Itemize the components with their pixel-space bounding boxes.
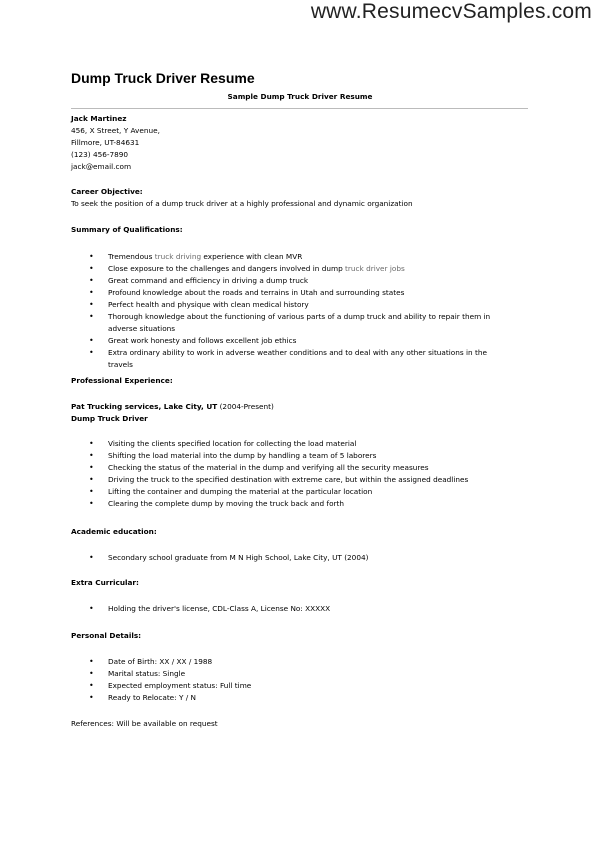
list-item: • Marital status: Single bbox=[71, 668, 513, 680]
contact-email: jack@email.com bbox=[71, 162, 132, 171]
qualifications-list bbox=[71, 251, 513, 371]
qualification-text: Tremendous bbox=[108, 252, 155, 261]
resume-subtitle: Sample Dump Truck Driver Resume bbox=[227, 92, 373, 101]
job-role: Dump Truck Driver bbox=[71, 414, 148, 423]
contact-name: Jack Martinez bbox=[71, 114, 127, 123]
list-item: • Great work honesty and follows excellent job ethics bbox=[71, 335, 513, 347]
personal-details-heading bbox=[71, 630, 141, 642]
truck-driver-jobs-link[interactable]: truck driver jobs bbox=[345, 264, 405, 273]
references: References: Will be available on request bbox=[71, 719, 218, 728]
personal-details-heading-text: Personal Details: bbox=[71, 631, 142, 640]
personal-details-section bbox=[71, 656, 513, 704]
experience-heading bbox=[71, 375, 173, 387]
career-objective-text: To seek the position of a dump truck driver at a highly professional and dynamic organization bbox=[71, 199, 413, 208]
experience-duties bbox=[71, 438, 513, 510]
contact-city: Fillmore, UT-84631 bbox=[71, 138, 140, 147]
list-item: • Visiting the clients specified location for collecting the load material bbox=[71, 438, 513, 450]
list-item: • Thorough knowledge about the functioning of various parts of a dump truck and ability to repair them in adverse situations bbox=[71, 311, 513, 335]
list-item: • Expected employment status: Full time bbox=[71, 680, 513, 692]
qualifications-section bbox=[71, 251, 513, 371]
education-heading-text: Academic education: bbox=[71, 527, 157, 536]
list-item: • Checking the status of the material in the dump and verifying all the security measures bbox=[71, 462, 513, 474]
list-item: • Profound knowledge about the roads and terrains in Utah and surrounding states bbox=[71, 287, 513, 299]
list-item: • Perfect health and physique with clean medical history bbox=[71, 299, 513, 311]
personal-details-list bbox=[71, 656, 513, 704]
list-item bbox=[71, 251, 513, 263]
career-objective-heading: Career Objective: bbox=[71, 187, 143, 196]
title-divider bbox=[71, 108, 528, 109]
education-heading bbox=[71, 526, 157, 538]
list-item: • Ready to Relocate: Y / N bbox=[71, 692, 513, 704]
extra-curricular-heading-text: Extra Curricular: bbox=[71, 578, 139, 587]
list-item bbox=[71, 263, 513, 275]
list-item: • Driving the truck to the specified destination with extreme care, but within the assigned deadlines bbox=[71, 474, 513, 486]
education-list bbox=[71, 552, 513, 564]
extra-curricular-heading bbox=[71, 577, 139, 589]
list-item: • Shifting the load material into the dump by handling a team of 5 laborers bbox=[71, 450, 513, 462]
list-item: • Clearing the complete dump by moving the truck back and forth bbox=[71, 498, 513, 510]
contact-block bbox=[71, 113, 160, 173]
experience-employer bbox=[71, 401, 274, 425]
employment-period: (2004-Present) bbox=[217, 402, 274, 411]
list-item: • Secondary school graduate from M N High School, Lake City, UT (2004) bbox=[71, 552, 513, 564]
qualification-text: experience with clean MVR bbox=[201, 252, 303, 261]
contact-street: 456, X Street, Y Avenue, bbox=[71, 126, 160, 135]
extra-curricular-list bbox=[71, 603, 513, 615]
duties-list bbox=[71, 438, 513, 510]
qualifications-heading bbox=[71, 224, 183, 236]
truck-driving-link[interactable]: truck driving bbox=[154, 252, 202, 261]
extra-curricular-section bbox=[71, 603, 513, 615]
qualification-text: Close exposure to the challenges and dangers involved in dump bbox=[108, 264, 346, 273]
list-item: • Great command and efficiency in driving a dump truck bbox=[71, 275, 513, 287]
resume-title: Dump Truck Driver Resume bbox=[71, 70, 255, 86]
qualifications-heading-text: Summary of Qualifications: bbox=[71, 225, 183, 234]
site-url[interactable]: www.ResumecvSamples.com bbox=[310, 0, 592, 23]
contact-phone: (123) 456-7890 bbox=[71, 150, 129, 159]
list-item: • Date of Birth: XX / XX / 1988 bbox=[71, 656, 513, 668]
list-item: • Lifting the container and dumping the material at the particular location bbox=[71, 486, 513, 498]
list-item: • Extra ordinary ability to work in adverse weather conditions and to deal with any other situations in the travels bbox=[71, 347, 513, 371]
experience-heading-text: Professional Experience: bbox=[71, 376, 173, 385]
list-item: • Holding the driver's license, CDL-Class A, License No: XXXXX bbox=[71, 603, 513, 615]
education-section bbox=[71, 552, 513, 564]
career-objective-section bbox=[71, 186, 413, 210]
company-name: Pat Trucking services, Lake City, UT bbox=[71, 402, 218, 411]
